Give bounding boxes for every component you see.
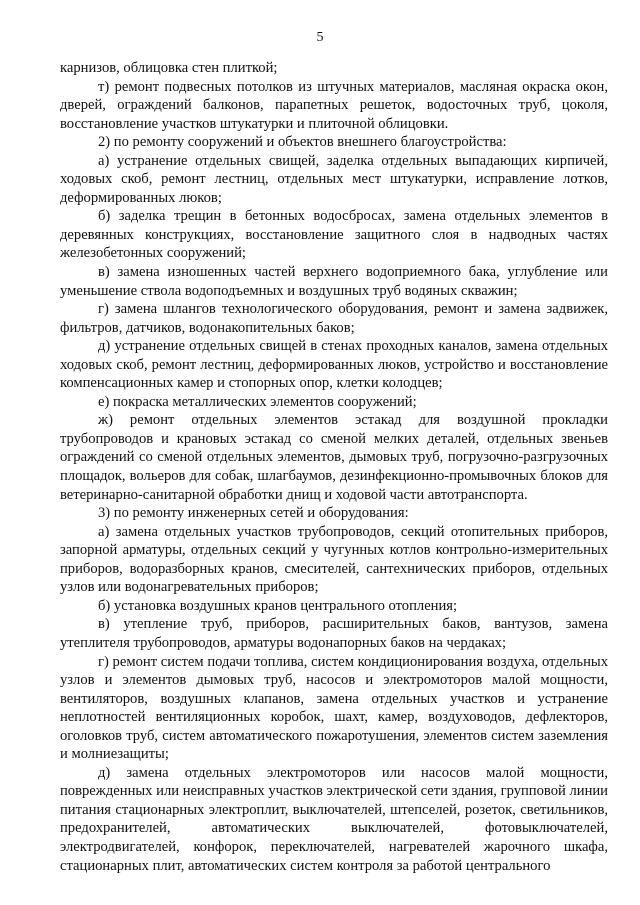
paragraph-item-zh: ж) ремонт отдельных элементов эстакад для воздушной прокладки трубопроводов и крановых эстакад со сменой мелких деталей, отдельных звеньев ограждений со сменой отдельных элементов, дымовых труб, погрузочно-разгрузочных площадок, вольеров для собак, шлагбаумов, дезинфекционно-промывочных блоков для ветеринарно-санитарной обработки днищ и ходовой части автотранспорта.	[60, 412, 608, 503]
paragraph-item-g: г) ремонт систем подачи топлива, систем кондиционирования воздуха, отдельных узлов и элементов дымовых труб, насосов и электромоторов малой мощности, вентиляторов, воздушных клапанов, замена отдельных участков и устранение неплотностей вентиляционных коробок, шахт, камер, воздуховодов, дефлекторов, оголовков труб, систем автоматического пожаротушения, элементов систем заземления и молниезащиты;	[60, 653, 608, 763]
paragraph-item-g: г) замена шлангов технологического оборудования, ремонт и замена задвижек, фильтров, датчиков, водонакопительных баков;	[60, 301, 608, 336]
section-heading-3: 3) по ремонту инженерных сетей и оборудования:	[98, 505, 409, 522]
paragraph-item-t: т) ремонт подвесных потолков из штучных материалов, масляная окраска окон, дверей, ограждений балконов, парапетных решеток, водосточных труб, цоколя, восстановление участков штукатурки и плиточной облицовки.	[60, 78, 608, 132]
page-number: 5	[316, 30, 324, 45]
paragraph-continuation: карнизов, облицовка стен плиткой;	[60, 60, 278, 76]
paragraph-item-v: в) утепление труб, приборов, расширительных баков, вантузов, замена утеплителя трубопроводов, арматуры водонапорных баков на чердаках;	[60, 616, 608, 651]
paragraph-item-d: д) устранение отдельных свищей в стенах проходных каналов, замена отдельных ходовых скоб, ремонт лестниц, деформированных люков, устройство и восстановление компенсационных камер и стопорных опор, клетки колодцев;	[60, 338, 608, 392]
section-heading-2: 2) по ремонту сооружений и объектов внешнего благоустройства:	[98, 134, 507, 151]
paragraph-item-a: а) устранение отдельных свищей, заделка отдельных выпадающих кирпичей, ходовых скоб, ремонт лестниц, отдельных мест штукатурки, исправление лотков, деформированных люков;	[60, 152, 608, 206]
paragraph-item-b: б) заделка трещин в бетонных водосбросах, замена отдельных элементов в деревянных конструкциях, восстановление защитного слоя в надводных частях железобетонных сооружений;	[60, 208, 608, 262]
body-text	[60, 59, 608, 875]
paragraph-item-v: в) замена изношенных частей верхнего водоприемного бака, углубление или уменьшение ствола водоподъемных и воздушных труб водяных скважин;	[60, 264, 608, 299]
paragraph-item-e: е) покраска металлических элементов сооружений;	[98, 393, 417, 410]
paragraph-item-b: б) установка воздушных кранов центрального отопления;	[98, 597, 458, 614]
paragraph-item-d: д) замена отдельных электромоторов или насосов малой мощности, поврежденных или неисправных участков электрической сети здания, групповой линии питания стационарных электроплит, выключателей, штепселей, розеток, светильников, предохранителей, автоматических выключателей, фотовыключателей, электродвигателей, конфорок, переключателей, нагревателей жарочного шкафа, стационарных плит, автоматических систем контроля за работой центрального	[60, 764, 608, 874]
paragraph-item-a: а) замена отдельных участков трубопроводов, секций отопительных приборов, запорной арматуры, отдельных секций у чугунных котлов контрольно-измерительных приборов, водоразборных кранов, смесителей, сантехнических приборов, отдельных узлов или водонагревательных приборов;	[60, 523, 608, 596]
